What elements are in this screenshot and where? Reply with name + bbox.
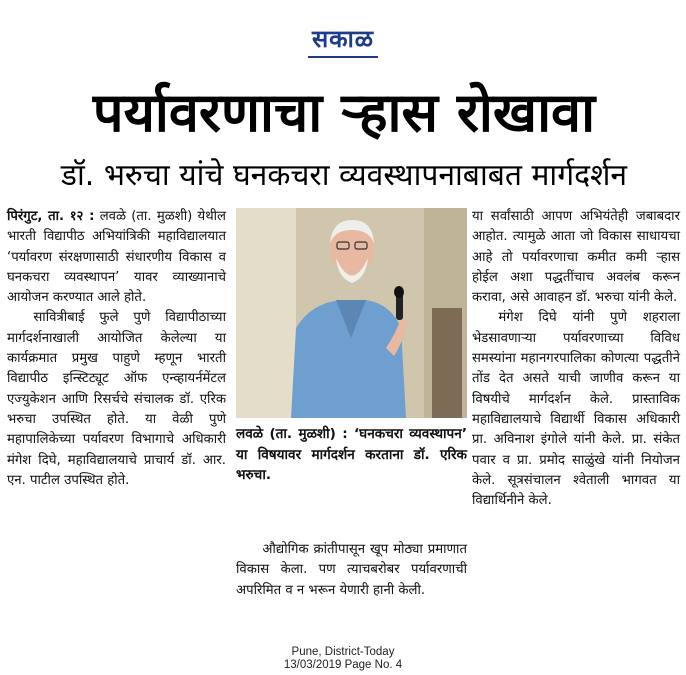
article-paragraph: औद्योगिक क्रांतीपासून खूप मोठ्या प्रमाणात विकास केला. पण त्याचबरोबर पर्यावरणाची अपरिमित व न भरून येणारी हानी केली.	[236, 542, 467, 598]
article-column-1	[7, 207, 226, 491]
article-dateline: पिरंगुट, ता. १२ :	[7, 209, 95, 224]
footer-source: Pune, District-Today	[291, 646, 395, 658]
article-paragraph	[7, 207, 226, 308]
article-paragraph: मंगेश दिघे यांनी पुणे शहराला भेडसावणाऱ्या पर्यावरणाच्या विविध समस्यांना महानगरपालिका कोणत्या पद्धतीने तोंड देत असते याची जाणीव करून या विषयीचे मार्गदर्शन केले. प्रास्ताविक महाविद्यालयाचे विद्यार्थी विकास अधिकारी प्रा. अविनाश इंगोले यांनी केले. प्रा. संकेत पवार व प्रा. प्रमोद साळुंखे यांनी नियोजन केले. सूत्रसंचालन श्वेताली भागवत या विद्यार्थिनीने केले.	[472, 310, 680, 509]
newspaper-masthead	[0, 22, 686, 58]
masthead-title: सकाळ	[311, 25, 375, 53]
photo-caption: लवळे (ता. मुळशी) : ‘घनकचरा व्यवस्थापन’ या विषयावर मार्गदर्शन करताना डॉ. एरिक भरुचा.	[236, 426, 467, 483]
article-paragraph: सावित्रीबाई फुले पुणे विद्यापीठाच्या मार्गदर्शनाखाली आयोजित केलेल्या या कार्यक्रमात प्रमुख पाहुणे म्हणून भारती विद्यापीठ इन्स्टिट्यूट ऑफ एन्व्हायर्नमेंटल एज्युकेशन आणि रिसर्चचे संचालक डॉ. एरिक भरुचा उपस्थित होते. या वेळी पुणे महापालिकेच्या पर्यावरण विभागाचे अधिकारी मंगेश दिघे, महाविद्यालयाचे प्राचार्य डॉ. आर. एन. पाटील उपस्थित होते.	[7, 310, 226, 488]
article-column-3	[472, 207, 680, 511]
paragraph-text: लवळे (ता. मुळशी) येथील भारती विद्यापीठ अभियांत्रिकी महाविद्यालयात ‘पर्यावरण संरक्षणासाठी संधारणीय विकास व घनकचरा व्यवस्थापन’ यावर व्याख्यानाचे आयोजन करण्यात आले होते.	[7, 209, 226, 306]
speaker-photo-illustration	[236, 208, 467, 418]
article-subheadline: डॉ. भरुचा यांचे घनकचरा व्यवस्थापनाबाबत मार्गदर्शन	[60, 158, 628, 193]
masthead-underline	[308, 56, 378, 58]
footer-date-page: 13/03/2019 Page No. 4	[283, 659, 403, 671]
clipping-footer	[0, 646, 686, 672]
article-headline: पर्यावरणाचा ऱ्हास रोखावा	[92, 81, 596, 144]
article-column-2	[236, 540, 467, 601]
article-photo	[236, 208, 467, 418]
article-paragraph: या सर्वांसाठी आपण अभियंतेही जबाबदार आहोत. त्यामुळे आता जो विकास साधायचा आहे तो पर्यावरणाचा कमीत कमी ऱ्हास होईल अशा पद्धतींचाच अवलंब करून करावा, असे आवाहन डॉ. भरुचा यांनी केले.	[472, 209, 680, 306]
